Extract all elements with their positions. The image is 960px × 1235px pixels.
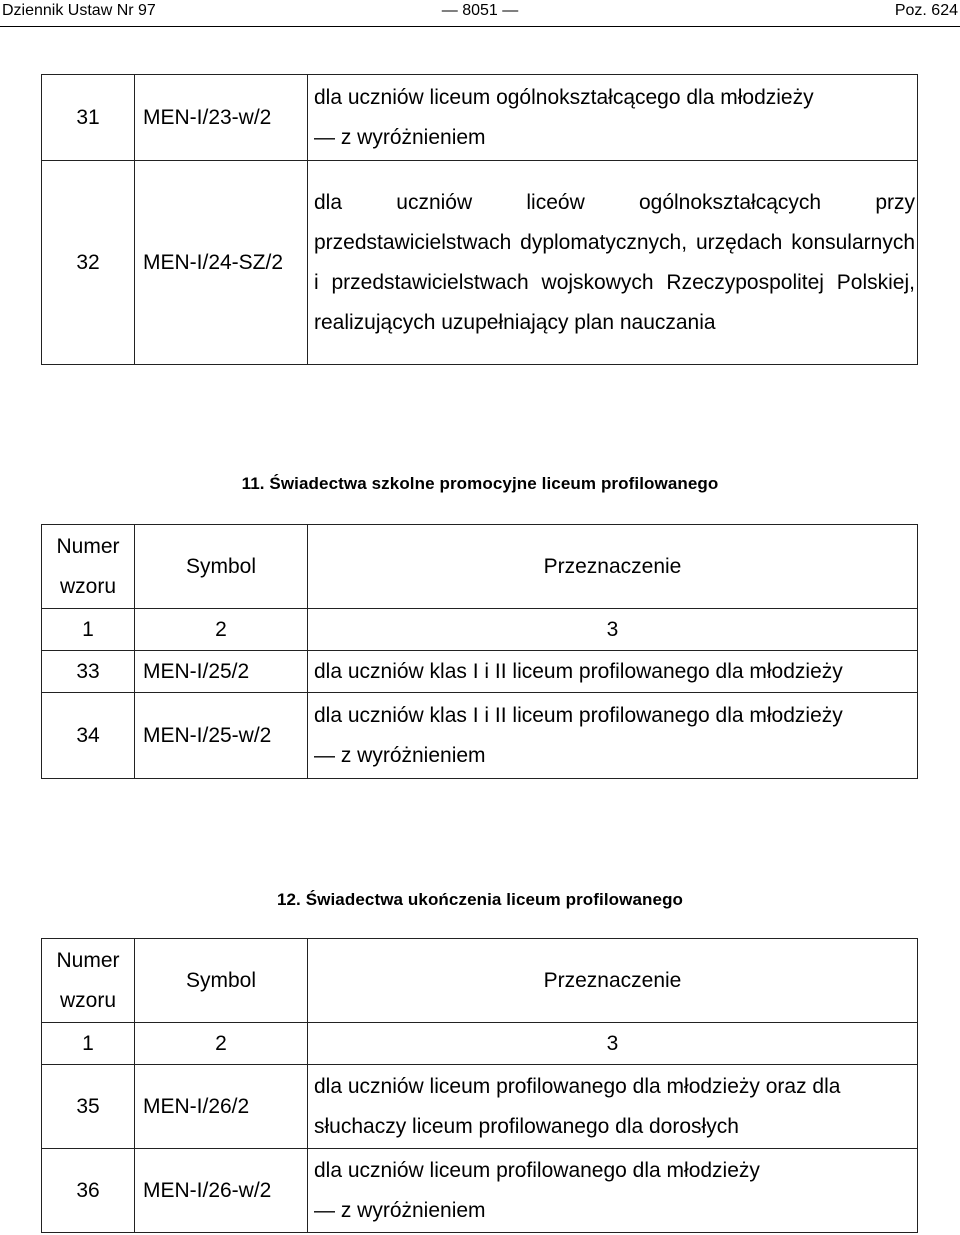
row-symbol: MEN-I/26/2	[135, 1065, 308, 1149]
index-row	[42, 1023, 918, 1065]
purpose-line: dla uczniów klas I i II liceum profilowanego dla młodzieży	[314, 703, 843, 727]
index-3: 3	[308, 609, 918, 651]
section-11-caption: 11. Świadectwa szkolne promocyjne liceum profilowanego	[241, 474, 719, 493]
index-1: 1	[42, 1023, 135, 1065]
purpose-line: — z wyróżnieniem	[314, 125, 486, 149]
table-row	[42, 1149, 918, 1233]
table-section-11	[41, 524, 918, 779]
table-row	[42, 1065, 918, 1149]
header-purpose: Przeznaczenie	[308, 525, 918, 609]
table-row	[42, 693, 918, 779]
row-purpose: dla uczniów liceów ogólnokształcących przy przedstawicielstwach dyplomatycznych, urzędach konsularnych i przedstawicielstwach wojskowych Rzeczypospolitej Polskiej, realizujących uzupełniający plan nauczania	[308, 161, 918, 365]
page-header	[0, 0, 960, 27]
header-symbol: Symbol	[135, 939, 308, 1023]
index-3: 3	[308, 1023, 918, 1065]
row-symbol: MEN-I/26-w/2	[135, 1149, 308, 1233]
row-symbol: MEN-I/25/2	[135, 651, 308, 693]
header-number: Numer wzoru	[42, 525, 135, 609]
position-number: Poz. 624	[894, 2, 958, 19]
purpose-line: — z wyróżnieniem	[314, 743, 486, 767]
row-purpose: dla uczniów klas I i II liceum profilowanego dla młodzieży	[308, 651, 918, 693]
table-row	[42, 161, 918, 365]
table-header-row	[42, 939, 918, 1023]
page-number: — 8051 —	[441, 2, 519, 19]
row-symbol: MEN-I/25-w/2	[135, 693, 308, 779]
purpose-line: dla uczniów liceum profilowanego dla młodzieży oraz dla	[314, 1074, 841, 1098]
purpose-line: dla uczniów liceum ogólnokształcącego dla młodzieży	[314, 85, 814, 109]
section-12-caption: 12. Świadectwa ukończenia liceum profilowanego	[276, 890, 684, 909]
table-header-row	[42, 525, 918, 609]
row-number: 34	[42, 693, 135, 779]
purpose-line: słuchaczy liceum profilowanego dla dorosłych	[314, 1114, 739, 1138]
index-2: 2	[135, 609, 308, 651]
header-symbol: Symbol	[135, 525, 308, 609]
row-number: 31	[42, 75, 135, 161]
index-1: 1	[42, 609, 135, 651]
row-purpose	[308, 1149, 918, 1233]
journal-title: Dziennik Ustaw Nr 97	[2, 2, 156, 19]
row-symbol: MEN-I/24-SZ/2	[135, 161, 308, 365]
header-number: Numer wzoru	[42, 939, 135, 1023]
row-purpose	[308, 1065, 918, 1149]
row-number: 32	[42, 161, 135, 365]
row-number: 35	[42, 1065, 135, 1149]
table-continuation	[41, 74, 918, 365]
table-row	[42, 75, 918, 161]
index-2: 2	[135, 1023, 308, 1065]
row-purpose	[308, 75, 918, 161]
row-number: 36	[42, 1149, 135, 1233]
purpose-line: — z wyróżnieniem	[314, 1198, 486, 1222]
index-row	[42, 609, 918, 651]
purpose-line: dla uczniów liceum profilowanego dla młodzieży	[314, 1158, 760, 1182]
row-number: 33	[42, 651, 135, 693]
header-purpose: Przeznaczenie	[308, 939, 918, 1023]
row-purpose	[308, 693, 918, 779]
table-row	[42, 651, 918, 693]
row-symbol: MEN-I/23-w/2	[135, 75, 308, 161]
table-section-12	[41, 938, 918, 1233]
